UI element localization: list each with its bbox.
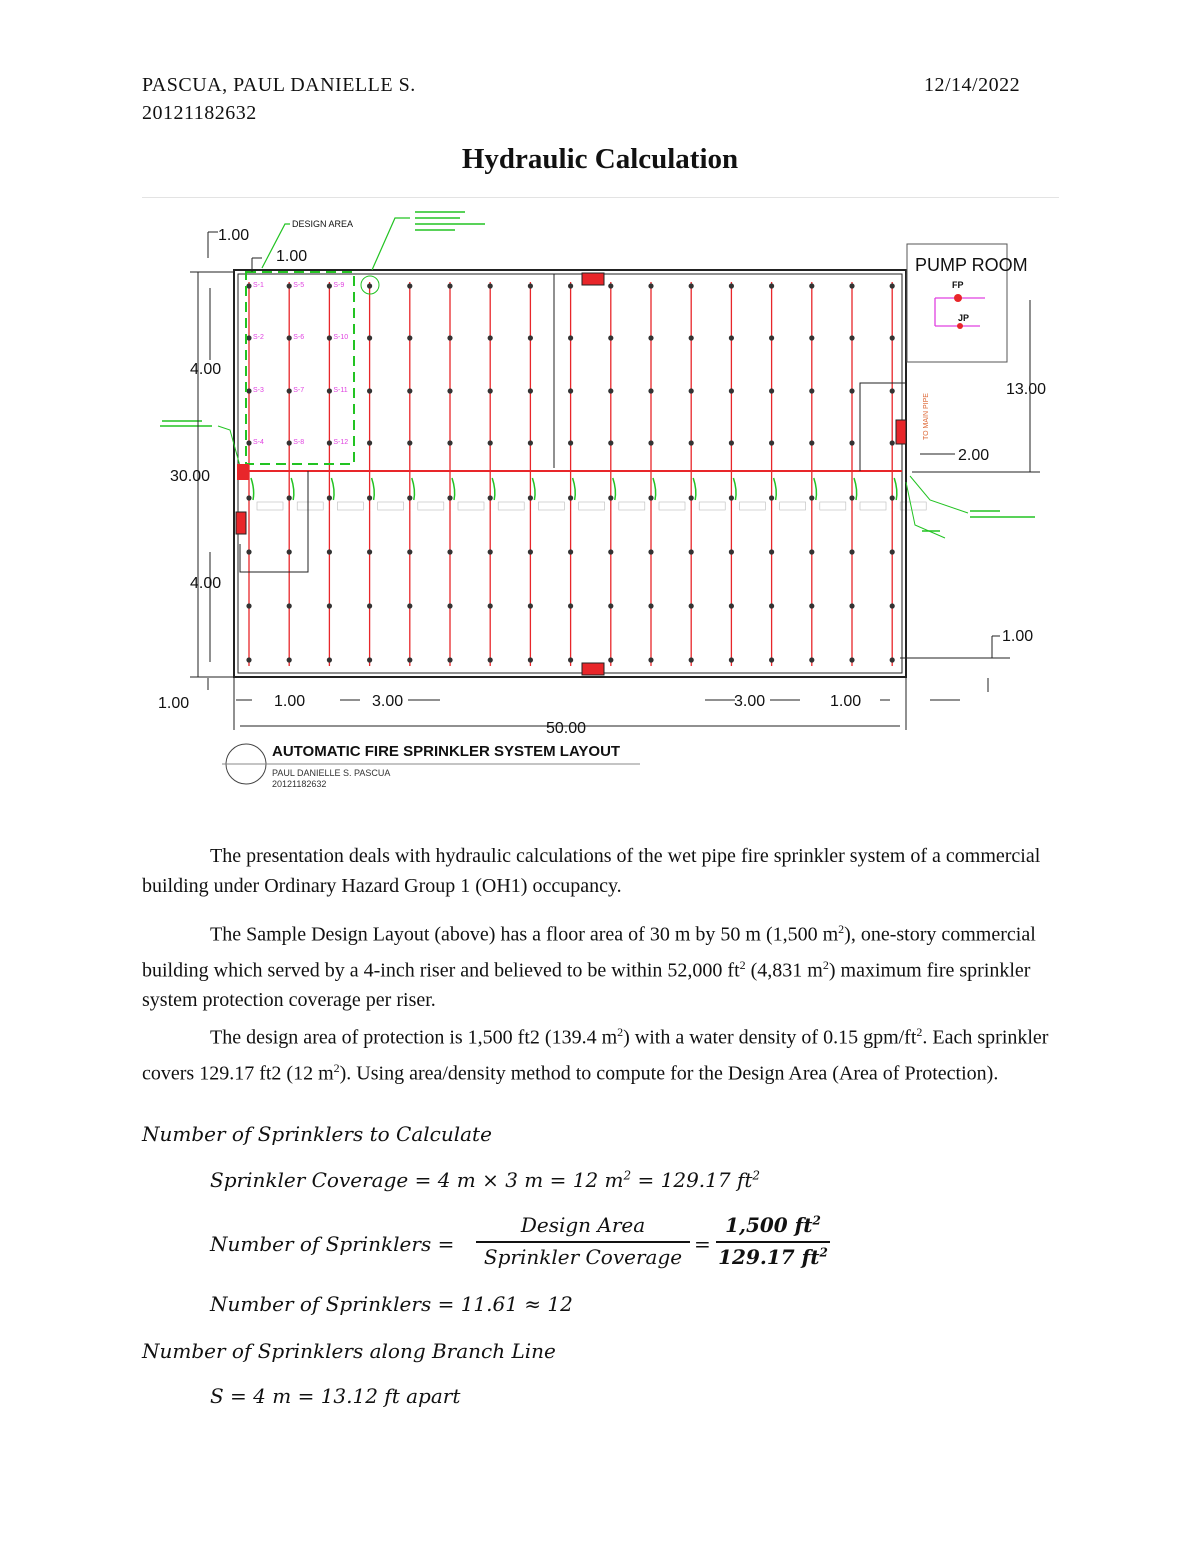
sprinkler-head <box>608 283 613 288</box>
sprinkler-head <box>287 549 292 554</box>
pipe-size-tag <box>378 502 404 510</box>
pipe-size-tag <box>619 502 645 510</box>
dim-bottom-1-right: 1.00 <box>830 693 862 710</box>
sprinkler-head <box>769 388 774 393</box>
sprinkler-head <box>407 603 412 608</box>
sprinkler-head <box>890 657 895 662</box>
sprinkler-id-label: S-7 <box>293 387 305 394</box>
sprinkler-head <box>407 283 412 288</box>
sprinkler-head <box>729 495 734 500</box>
layout-paragraph: The Sample Design Layout (above) has a floor area of 30 m by 50 m (1,500 $m^2$), one-story commercial building which served by a 4-inch riser and believed to be within 52,000 $ft^2$ (4,831 $m^2$) maximum fire sprinkler system protection coverage per riser. <box>142 922 1036 1012</box>
sprinkler-head <box>769 495 774 500</box>
riser-check-valve <box>236 512 246 534</box>
sprinkler-head <box>568 549 573 554</box>
sprinkler-head <box>407 495 412 500</box>
dim-bottom-1: 1.00 <box>274 693 306 710</box>
sprinkler-head <box>488 388 493 393</box>
sprinkler-head <box>568 388 573 393</box>
sprinkler-head <box>367 388 372 393</box>
sprinkler-id-label: S-8 <box>293 439 305 446</box>
sprinkler-head <box>568 657 573 662</box>
pump-main-label: TO MAIN PIPE <box>923 393 930 440</box>
green-note-top <box>415 212 485 230</box>
pump-room-label: PUMP ROOM <box>915 255 1028 275</box>
sprinkler-head <box>608 388 613 393</box>
sprinkler-head <box>367 603 372 608</box>
sprinkler-head <box>367 495 372 500</box>
sprinkler-head <box>648 388 653 393</box>
sprinkler-head <box>849 549 854 554</box>
sprinkler-head <box>327 657 332 662</box>
sprinkler-head <box>447 283 452 288</box>
sprinkler-head <box>568 495 573 500</box>
sprinkler-head <box>648 549 653 554</box>
sprinkler-head <box>648 283 653 288</box>
sprinkler-head <box>528 603 533 608</box>
author-name: PASCUA, PAUL DANIELLE S. <box>142 74 416 96</box>
sprinkler-layout-drawing <box>140 200 1060 800</box>
design-area-paragraph: The design area of protection is 1,500 ft2 (139.4 $m^2$) with a water density of 0.15 gpm/$ft^2$. Each sprinkler covers 129.17 ft2 (12 $m^2$). Using area/density method to compute for the Design Area (Area of Protection). <box>142 1025 1049 1085</box>
sprinkler-id-label: S-11 <box>333 387 348 394</box>
dim-bottom-3: 3.00 <box>372 693 404 710</box>
document-date: 12/14/2022 <box>924 74 1021 96</box>
sprinkler-head <box>407 335 412 340</box>
sprinkler-head <box>689 495 694 500</box>
pipe-size-tag <box>900 502 926 510</box>
sprinkler-id-label: S-5 <box>293 282 305 289</box>
sprinkler-head <box>689 603 694 608</box>
sprinkler-id-label: S-10 <box>333 334 349 341</box>
green-leader-left <box>218 426 240 466</box>
sprinkler-head <box>528 335 533 340</box>
riser-feed-line <box>240 471 308 572</box>
sprinkler-head <box>488 283 493 288</box>
sprinkler-head <box>729 549 734 554</box>
sprinkler-head <box>809 283 814 288</box>
sprinkler-head <box>849 440 854 445</box>
hose-cabinet-top <box>582 273 604 285</box>
sprinkler-head <box>367 335 372 340</box>
title-divider <box>142 197 1059 198</box>
sprinkler-head <box>246 495 251 500</box>
fp-label: FP <box>952 280 964 290</box>
green-note-right <box>922 511 1035 531</box>
dimension-lines <box>190 232 1040 730</box>
green-note-left <box>160 421 212 426</box>
pipe-size-tag <box>659 502 685 510</box>
heading-number-of-sprinklers: Number of Sprinklers to Calculate <box>142 1122 492 1146</box>
sprinkler-head <box>568 603 573 608</box>
sprinkler-head <box>246 388 251 393</box>
sprinkler-head <box>809 603 814 608</box>
pipe-size-tag <box>257 502 283 510</box>
sprinkler-head <box>246 283 251 288</box>
pipe-size-tag <box>699 502 725 510</box>
sprinkler-head <box>568 283 573 288</box>
pipe-size-tag <box>820 502 846 510</box>
dim-top-left-1: 1.00 <box>218 227 250 244</box>
layout-title: AUTOMATIC FIRE SPRINKLER SYSTEM LAYOUT <box>272 743 621 760</box>
sprinkler-id-label: S-4 <box>253 439 264 446</box>
jockey-pump-symbol <box>957 323 963 329</box>
reducer-callout <box>452 478 455 500</box>
reducer-callout <box>653 478 656 500</box>
pipe-size-tag <box>860 502 886 510</box>
sprinkler-head <box>327 495 332 500</box>
pipe-size-tag <box>498 502 524 510</box>
sprinkler-head <box>769 549 774 554</box>
fraction-design-over-coverage: Design Area Sprinkler Coverage <box>476 1213 690 1269</box>
sprinkler-head <box>608 603 613 608</box>
sprinkler-head <box>890 440 895 445</box>
sprinkler-head <box>809 657 814 662</box>
sprinkler-head <box>488 657 493 662</box>
sprinkler-head <box>769 440 774 445</box>
reducer-callout <box>251 478 254 500</box>
sprinkler-head <box>367 549 372 554</box>
sprinkler-head <box>648 440 653 445</box>
note-leader <box>372 218 410 270</box>
layout-id: 20121182632 <box>272 779 327 789</box>
sprinkler-head <box>729 657 734 662</box>
sprinkler-head <box>729 335 734 340</box>
sprinkler-head <box>689 549 694 554</box>
pipe-size-tag <box>297 502 323 510</box>
sprinkler-head <box>327 283 332 288</box>
sprinkler-grid <box>246 282 926 666</box>
sprinkler-head <box>246 335 251 340</box>
sprinkler-head <box>488 495 493 500</box>
riser-valve <box>237 464 249 480</box>
sprinkler-head <box>809 440 814 445</box>
sprinkler-id-label: S-2 <box>253 334 264 341</box>
sprinkler-id-label: S-3 <box>253 387 264 394</box>
sprinkler-head <box>648 657 653 662</box>
sprinkler-head <box>327 549 332 554</box>
sprinkler-head <box>890 388 895 393</box>
reducer-callout <box>331 478 334 500</box>
sprinkler-head <box>689 388 694 393</box>
sprinkler-head <box>648 335 653 340</box>
reducer-callout <box>532 478 535 500</box>
fire-pump-symbol <box>954 294 962 302</box>
dim-bottom-left: 1.00 <box>158 695 190 712</box>
sprinkler-head <box>849 335 854 340</box>
reducer-callout <box>573 478 576 500</box>
sprinkler-head <box>447 440 452 445</box>
sprinkler-head <box>327 335 332 340</box>
sprinkler-head <box>890 603 895 608</box>
sprinkler-head <box>568 335 573 340</box>
sprinkler-id-label: S-6 <box>293 334 305 341</box>
sprinkler-head <box>729 603 734 608</box>
reducer-callout <box>894 478 897 500</box>
sprinkler-head <box>246 657 251 662</box>
sprinkler-id-label: S-1 <box>253 282 264 289</box>
sprinkler-head <box>729 388 734 393</box>
sprinkler-head <box>287 657 292 662</box>
equation-equals: = <box>694 1232 711 1256</box>
sprinkler-head <box>890 283 895 288</box>
pump-riser-valve <box>896 420 906 444</box>
sprinkler-head <box>447 335 452 340</box>
equation-nos-lhs: Number of Sprinklers = <box>210 1232 455 1256</box>
sprinkler-head <box>528 283 533 288</box>
sprinkler-head <box>689 283 694 288</box>
reducer-callout <box>774 478 777 500</box>
sprinkler-head <box>367 657 372 662</box>
design-area-box <box>246 272 354 464</box>
sprinkler-head <box>528 388 533 393</box>
sprinkler-head <box>648 495 653 500</box>
sprinkler-id-label: S-9 <box>333 282 345 289</box>
dim-total-width: 50.00 <box>546 720 587 737</box>
sprinkler-head <box>367 283 372 288</box>
dim-right-1: 1.00 <box>1002 628 1034 645</box>
sprinkler-head <box>849 388 854 393</box>
sprinkler-head <box>287 388 292 393</box>
sprinkler-head <box>608 335 613 340</box>
sprinkler-head <box>447 657 452 662</box>
dim-pump-2: 2.00 <box>958 447 990 464</box>
sprinkler-head <box>327 440 332 445</box>
sprinkler-head <box>689 657 694 662</box>
reducer-callout <box>693 478 696 500</box>
sprinkler-head <box>367 440 372 445</box>
equation-coverage: Sprinkler Coverage = 4 m × 3 m = 12 $m^2 = 129.17$ $ft^2$ <box>210 1168 761 1192</box>
dim-left-lower: 4.00 <box>190 575 222 592</box>
page-title: Hydraulic Calculation <box>461 143 739 175</box>
dim-top-left-2: 1.00 <box>276 248 308 265</box>
pipe-size-tag <box>458 502 484 510</box>
sprinkler-labels <box>253 282 348 446</box>
design-area-label: DESIGN AREA <box>292 219 354 229</box>
intro-paragraph: The presentation deals with hydraulic calculations of the wet pipe fire sprinkler system of a commercial building under Ordinary Hazard Group 1 (OH1) occupancy. <box>142 845 1041 897</box>
sprinkler-head <box>769 283 774 288</box>
equation-spacing: S = 4 m = 13.12 ft apart <box>210 1384 461 1408</box>
sprinkler-head <box>849 657 854 662</box>
pipe-size-tag <box>337 502 363 510</box>
sprinkler-head <box>849 495 854 500</box>
dim-left-upper: 4.00 <box>190 361 222 378</box>
sprinkler-head <box>890 549 895 554</box>
sprinkler-head <box>729 283 734 288</box>
sprinkler-head <box>407 549 412 554</box>
sprinkler-head <box>287 335 292 340</box>
sprinkler-head <box>528 495 533 500</box>
sprinkler-head <box>890 495 895 500</box>
sprinkler-head <box>488 440 493 445</box>
sprinkler-head <box>528 549 533 554</box>
sprinkler-head <box>648 603 653 608</box>
sprinkler-head <box>809 388 814 393</box>
pipe-size-tag <box>739 502 765 510</box>
sprinkler-head <box>407 388 412 393</box>
sprinkler-head <box>769 603 774 608</box>
reducer-callout <box>814 478 817 500</box>
jp-label: JP <box>958 313 970 323</box>
sprinkler-head <box>447 495 452 500</box>
reducer-callout <box>372 478 375 500</box>
equation-nos-result: Number of Sprinklers = 11.61 ≈ 12 <box>210 1292 573 1316</box>
sprinkler-head <box>769 335 774 340</box>
sprinkler-head <box>890 335 895 340</box>
sprinkler-head <box>608 657 613 662</box>
sprinkler-head <box>528 657 533 662</box>
pipe-size-tag <box>579 502 605 510</box>
sprinkler-head <box>287 283 292 288</box>
sprinkler-head <box>488 603 493 608</box>
sprinkler-head <box>689 440 694 445</box>
sprinkler-head <box>488 335 493 340</box>
sprinkler-head <box>608 495 613 500</box>
sprinkler-head <box>568 440 573 445</box>
layout-author: PAUL DANIELLE S. PASCUA <box>272 768 391 778</box>
sprinkler-head <box>809 495 814 500</box>
dim-pump-13: 13.00 <box>1006 381 1047 398</box>
reducer-callout <box>412 478 415 500</box>
reducer-callout <box>733 478 736 500</box>
sprinkler-head <box>608 549 613 554</box>
pipe-size-tag <box>538 502 564 510</box>
reducer-callout <box>492 478 495 500</box>
sprinkler-head <box>407 657 412 662</box>
dim-left-total: 30.00 <box>170 468 211 485</box>
hose-cabinet-bottom <box>582 663 604 675</box>
sprinkler-head <box>287 440 292 445</box>
sprinkler-head <box>287 603 292 608</box>
sprinkler-head <box>287 495 292 500</box>
sprinkler-head <box>447 549 452 554</box>
pipe-size-tag <box>780 502 806 510</box>
sprinkler-head <box>447 603 452 608</box>
sprinkler-id-label: S-12 <box>333 439 349 446</box>
reducer-callout <box>291 478 294 500</box>
sprinkler-head <box>689 335 694 340</box>
sprinkler-head <box>447 388 452 393</box>
sprinkler-head <box>327 388 332 393</box>
sprinkler-head <box>809 335 814 340</box>
sprinkler-head <box>608 440 613 445</box>
dim-bottom-3-right: 3.00 <box>734 693 766 710</box>
sprinkler-head <box>246 549 251 554</box>
green-leader-right <box>910 476 968 513</box>
reducer-callout <box>854 478 857 500</box>
fraction-values: $\frac{1,500 ft^2}{129.17 ft^2}$ <box>716 1213 830 1269</box>
sprinkler-head <box>849 603 854 608</box>
sprinkler-head <box>327 603 332 608</box>
sprinkler-head <box>407 440 412 445</box>
sprinkler-head <box>246 440 251 445</box>
sprinkler-head <box>729 440 734 445</box>
student-id: 20121182632 <box>142 102 257 124</box>
sprinkler-head <box>528 440 533 445</box>
sprinkler-head <box>809 549 814 554</box>
sprinkler-head <box>849 283 854 288</box>
reducer-callout <box>613 478 616 500</box>
sprinkler-head <box>488 549 493 554</box>
pipe-size-tag <box>418 502 444 510</box>
heading-branch-line: Number of Sprinklers along Branch Line <box>142 1339 556 1363</box>
sprinkler-head <box>246 603 251 608</box>
sprinkler-head <box>769 657 774 662</box>
